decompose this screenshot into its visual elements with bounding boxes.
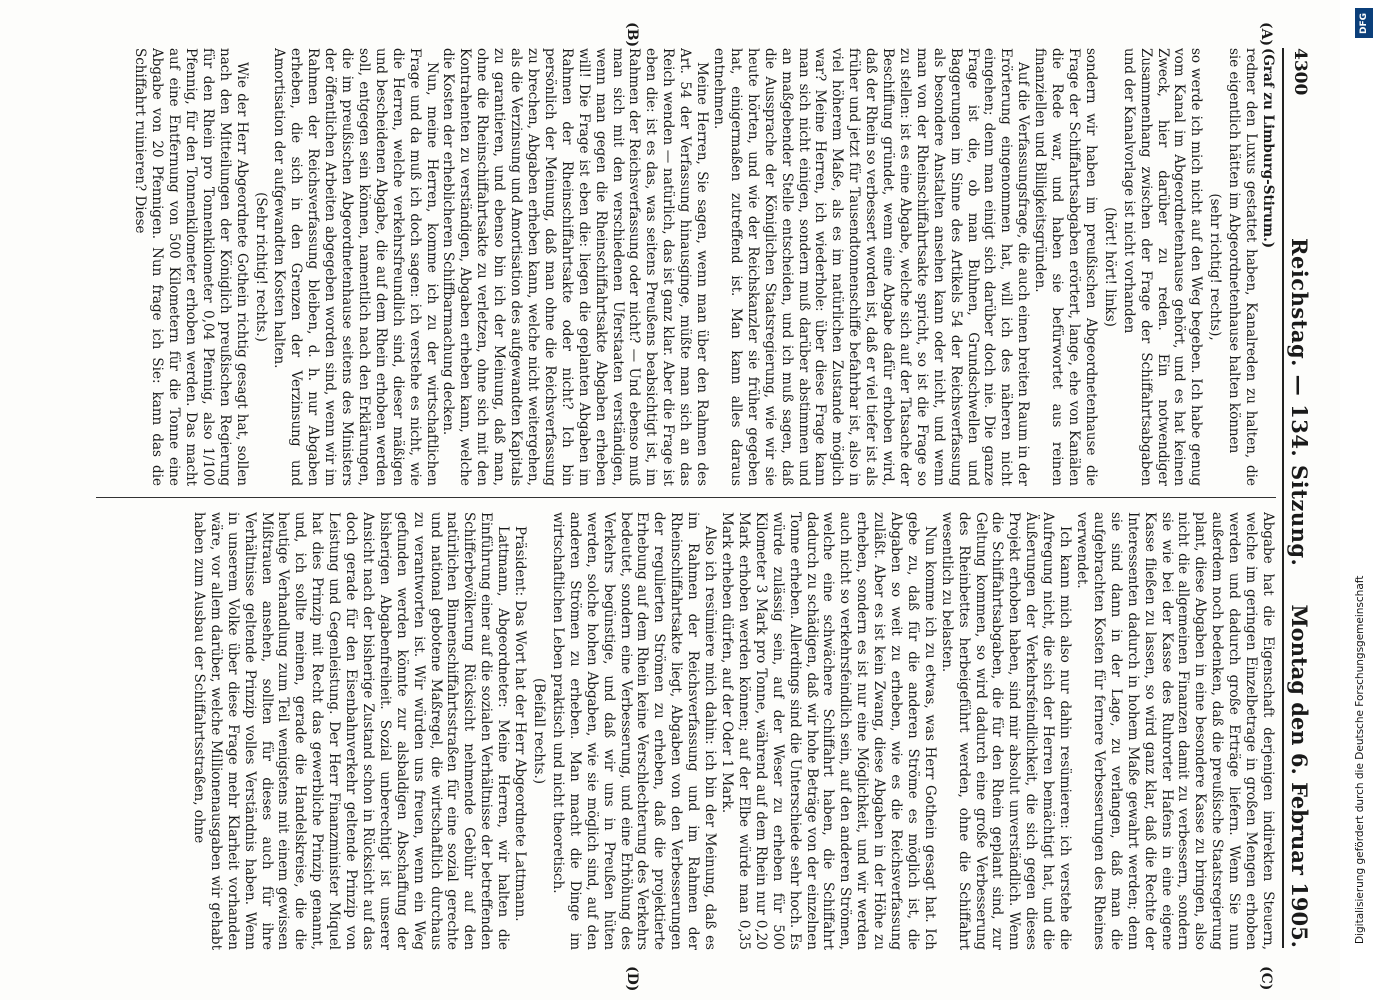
marker-b: (B): [624, 22, 640, 48]
marker-c: (C): [1258, 966, 1274, 991]
paragraph: Auf die Verfassungsfrage, die auch einen breiten Raum in der Erörterung eingenommen hat, will ich des näheren nicht eingehen; denn man einigt sich darüber doch nie. Die ganze Frage ist die, ob man Buhnen, Grundschwellen und Baggerungen im Sinne des Artikels 54 der Reichsverfassung als besondere Anstalten ansehen kann oder nicht, und wenn man von der Rheinschiffahrtsakte spricht, so ist die Frage so zu stellen: ist es eine Abgabe, welche sich auf der Tatsache der Beschiffung gründet, wenn eine Abgabe dafür erhoben wird, daß der Rhein so verbessert worden ist, daß er viel tiefer ist als früher und jetzt für Tausendtonnenschiffe befahrbar ist, also in viel höherem Maße, als es im natürlichen Zustande möglich war? Meine Herren, ich wiederhole: über diese Frage kann man sich nicht einigen, sondern muß darüber abstimmen und an maßgebender Stelle entscheiden, und ich muß sagen, daß die Aussprache der Königlichen Staatsregierung, wie wir sie heute hörten, und wie der Reichskanzler sie früher gegeben hat, einigermaßen zutreffend ist. Man kann alles daraus entnehmen.: [711, 48, 1032, 486]
paragraph: Meine Herren, Sie sagen, wenn man über den Rahmen des Art. 54 der Verfassung hinausginge, müßte man sich an das Reich wenden — natürlich, das ist ganz klar. Aber die Frage ist eben die: ist es das, was seitens Preußens beabsichtigt ist, im Rahmen der Reichsverfassung oder nicht? — Und ebenso muß man sich mit den verschiedenen Uferstaaten verständigen, wenn man gegen die Rheinschiffahrtsakte Abgaben erheben will! Die Frage ist eben die: liegen die geplanten Abgaben im Rahmen der Rheinschiffahrtsakte oder nicht? Ich bin persönlich der Meinung, daß man ohne die Reichsverfassung zu brechen, Abgaben erheben kann, welche nicht weitergehen, als die Verzinsung und Amortisation des aufgewandten Kapitals zu garantieren, und ebenso bin ich der Meinung, daß man, ohne die Rheinschiffahrtsakte zu verletzen, ohne sich mit den Kontrahenten zu verständigen, Abgaben erheben kann, welche die Kosten der erheblicheren Schiffbarmachung decken.: [440, 48, 711, 486]
paragraph: Nun, meine Herren, komme ich zu der wirtschaftlichen Frage und da muß ich doch sagen: ich verstehe es nicht, wie die Herren, welche verkehrsfreundlich sind, dieser mäßigen und bescheidenen Abgabe, die auf dem Rhein erhoben werden soll, entgegen sein können, namentlich nach den Erklärungen, die im preußischen Abgeordnetenhause seitens des Ministers der öffentlichen Arbeiten abgegeben worden sind, wenn wir im Rahmen der Reichsverfassung bleiben, d. h. nur Abgaben erheben, die sich in den Grenzen der Verzinsung und Amortisation der aufgewandten Kosten halten.: [271, 48, 440, 486]
column-divider: [96, 497, 1276, 498]
marker-a: (A): [1258, 22, 1274, 47]
paragraph: Abgabe hat die Eigenschaft derjenigen indirekten Steuern, welche im geringen Einzelbetrage in großen Mengen erhoben werden und dadurch große Erträge liefern. Wenn Sie nun außerdem noch bedenken, daß die preußische Staatsregierung plant, diese Abgaben in eine besondere Kasse zu bringen, also nicht die allgemeinen Finanzen damit zu verbessern, sondern sie wie bei der Kasse des Ruhrorter Hafens in eine eigene Kasse fließen zu lassen, so wird ganz klar, daß die Rechte der Interessenten dadurch in hohem Maße gewahrt werden; denn sie sind dann in der Lage, zu verlangen, daß man die aufgebrachten Kosten für fernere Verbesserungen des Rheines verwendet.: [1074, 512, 1276, 950]
interjection: (Beifall rechts.): [531, 677, 548, 785]
session-title: Reichstag. — 134. Sitzung.: [1287, 238, 1312, 567]
paragraph: Präsident: Das Wort hat der Herr Abgeordnete Lattmann.: [512, 526, 529, 922]
interjection: (Sehr richtig! rechts.): [252, 192, 269, 342]
session-date: Montag den 6. Februar 1905.: [1287, 604, 1312, 948]
paragraph: Nun komme ich zu etwas, was Herr Gothein gesagt hat. Ich gebe zu, daß für die anderen Ströme es möglich ist, die Abgaben so weit zu erheben, wie es die Reichsverfassung zuläßt. Aber es ist kein Zwang, diese Abgaben in der Höhe zu erheben, sondern es ist nur eine Möglichkeit, und wir werden auch nicht so verkehrsfeindlich sein, auf den anderen Strömen, welche eine schwächere Schiffahrt haben, die Schiffahrt dadurch zu schädigen, daß wir hohe Beträge von der einzelnen Tonne erheben. Allerdings sind die Unterschiede sehr hoch. Es würde zulässig sein, auf der Weser zu erheben für 500 Kilometer 3 Mark pro Tonne, während auf dem Rhein nur 0,20 Mark erhoben werden können; auf der Elbe würde man 0,35 Mark erheben dürfen, auf der Oder 1 Mark.: [719, 512, 938, 950]
interjection: (hört! hört! links): [1101, 207, 1118, 327]
page-number: 4300: [1290, 48, 1310, 96]
paragraph: so werde ich mich nicht auf den Weg begeben. Ich habe genug vom Kanal im Abgeordnetenhause gehört, und es hat keinen Zweck, hier darüber zu reden. Ein notwendiger Zusammenhang zwischen der Frage der Schiffahrtsabgaben und der Kanalvorlage ist nicht vorhanden: [1120, 48, 1205, 486]
funding-note: Digitalisierung gefördert durch die Deutsche Forschungsgemeinschaft: [1354, 575, 1366, 944]
paragraph: Lattmann, Abgeordneter: Meine Herren, wir halten die Einführung einer auf die sozialen Verhältnisse der betreffenden Schifferbevölkerung Rücksicht nehmende Gebühr auf den natürlichen Binnenschiffahrtsstraßen für eine sozial gerechte und national gebotene Maßregel, die wirtschaftlich durchaus zu verantworten ist. Wir würden uns freuen, wenn ein Weg gefunden werden könnte zur alsbaldigen Abschaffung der bisherigen Abgabenfreiheit. Sozial unberechtigt ist unserer Ansicht nach der bisherige Zustand schon in Rücksicht auf das doch gerade für den Eisenbahnverkehr geltende Prinzip von Leistung und Gegenleistung. Der Herr Finanzminister Miquel hat dies Prinzip mit Recht das gewerbliche Prinzip genannt, und, ich sollte meinen, gerade die Handelskreise, die die heutige Verhandlung zum Teil wenigstens mit einem gewissen Mißtrauen ansehen, sollten für dieses auch für ihre Verhältnisse geltende Prinzip volles Verständnis haben. Wenn in unserem Volke über diese Frage mehr Klarheit vorhanden wäre, vor allem darüber, welche Millionenausgaben wir gehabt haben zum Ausbau der Schiffahrtsstraßen, ohne: [190, 512, 512, 950]
paragraph: Ich kann mich also nur dahin resümieren: ich verstehe die Aufregung nicht, die sich der Herren bemächtigt hat, und die Äußerungen der Verkehrsfeindlichkeit, die sich gegen dieses Projekt erhoben haben, sind mir absolut unverständlich. Wenn die Schiffahrtsabgaben, die für den Rhein geplant sind, zur Geltung kommen, so wird dadurch eine große Verbesserung des Rheinbettes herbeigeführt werden, ohne die Schiffahrt wesentlich zu belasten.: [938, 512, 1074, 950]
paragraph: redner den Luxus gestattet haben, Kanalreden zu halten, die sie eigentlich hätten im Abgeordnetenhause halten können: [1226, 48, 1260, 486]
speaker-head: (Graf zu Limburg-Stirum.): [1260, 48, 1276, 249]
right-text-column: [36, 512, 1276, 950]
marker-d: (D): [624, 966, 640, 992]
paragraph: sondern wir haben im preußischen Abgeordnetenhause die Frage der Schiffahrtsabgaben erörtert, lange, ehe von Kanälen die Rede war, und haben sie befürwortet aus reinen finanziellen und Billigkeitsgründen.: [1032, 48, 1099, 486]
interjection: (sehr richtig! rechts),: [1207, 193, 1224, 341]
paragraph: Wie der Herr Abgeordnete Gothein richtig gesagt hat, sollen nach den Mitteilungen der Königlich preußischen Regierung für den Rhein pro Tonnenkilometer 0,04 Pfennig, also 1/100 Pfennig, für den Tonnenkilometer erhoben werden. Das macht auf eine Entfernung von 500 Kilometern für die Tonne eine Abgabe von 20 Pfennigen. Nun frage ich Sie: kann das die Schiffahrt ruinieren? Diese: [132, 48, 250, 486]
paragraph: Also ich resümiere mich dahin: ich bin der Meinung, daß es im Rahmen der Reichsverfassung und im Rahmen der Rheinschiffahrtsakte liegt, Abgaben von den Verbesserungen der regulierten Strömen zu erheben, daß die projektierte Erhebung auf dem Rhein keine Verschlechterung des Verkehrs bedeutet, sondern eine Verbesserung, und eine Erhöhung des Verkehrs begünstige, und daß wir uns in Preußen hüten werden, solche hohen Abgaben, wie sie möglich sind, auf den anderen Strömen zu erheben. Man macht die Dinge im wirtschaftlichen Leben praktisch und nicht theoretisch.: [549, 512, 719, 950]
page-header: [1282, 48, 1312, 948]
left-text-column: [36, 48, 1276, 486]
dfg-logo-icon: DFG: [1355, 8, 1373, 38]
